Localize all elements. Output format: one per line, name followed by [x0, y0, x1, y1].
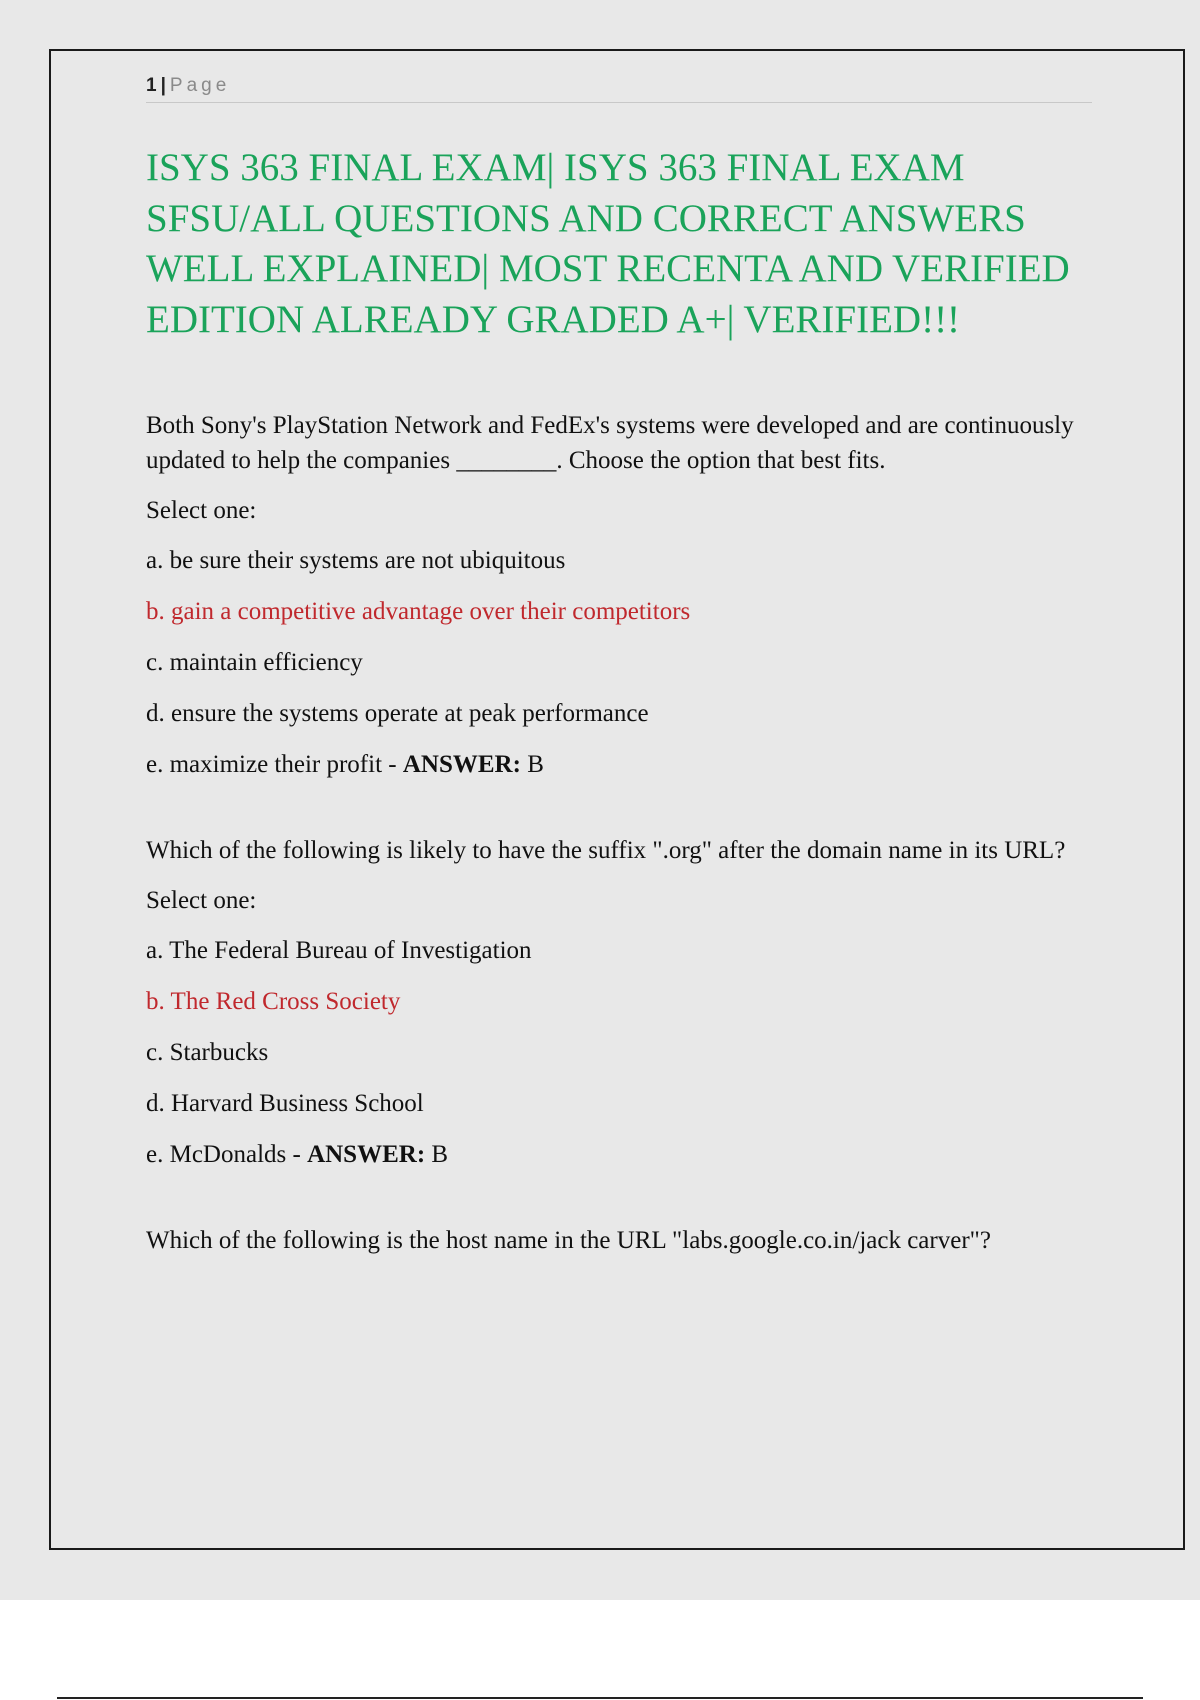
- page-label: Page: [169, 75, 231, 96]
- question-1-option-d: d. ensure the systems operate at peak performance: [146, 700, 649, 727]
- question-1-text: Both Sony's PlayStation Network and FedEx's systems were developed and are continuously updated to help the companies ________. Choose the option that best fits.: [146, 412, 1074, 474]
- question-2-option-b-correct: b. The Red Cross Society: [146, 988, 401, 1015]
- question-2-option-c: c. Starbucks: [146, 1039, 269, 1066]
- page-number: 1: [146, 75, 157, 96]
- question-3-text: Which of the following is the host name in the URL "labs.google.co.in/jack carver"?: [146, 1227, 991, 1254]
- question-1-answer-separator: -: [382, 751, 403, 778]
- question-1-option-e-text: e. maximize their profit: [146, 751, 383, 778]
- question-2-text: Which of the following is likely to have the suffix ".org" after the domain name in its URL?: [146, 837, 1066, 864]
- question-1-select-label: Select one:: [146, 497, 257, 524]
- question-1-option-b-correct: b. gain a competitive advantage over their competitors: [146, 598, 691, 625]
- question-1-option-a: a. be sure their systems are not ubiquitous: [146, 547, 566, 574]
- question-1-option-c: c. maintain efficiency: [146, 649, 363, 676]
- question-2-answer-value: B: [425, 1141, 449, 1168]
- question-2-option-a: a. The Federal Bureau of Investigation: [146, 937, 532, 964]
- question-2-select-label: Select one:: [146, 887, 257, 914]
- question-1-answer-label: ANSWER:: [402, 751, 521, 778]
- question-2-answer-label: ANSWER:: [307, 1141, 426, 1168]
- question-2-option-e: [146, 1137, 1092, 1172]
- page-header: [146, 72, 1092, 103]
- question-1-option-e: [146, 747, 1092, 782]
- document-title: ISYS 363 FINAL EXAM| ISYS 363 FINAL EXAM SFSU/ALL QUESTIONS AND CORRECT ANSWERS WELL EXPLAINED| MOST RECENTA AND VERIFIED EDITION ALREADY GRADED A+| VERIFIED!!!: [146, 146, 1070, 341]
- document-body: [146, 408, 1092, 1258]
- question-1-answer-value: B: [520, 751, 544, 778]
- question-2-option-d: d. Harvard Business School: [146, 1090, 424, 1117]
- question-2-option-e-text: e. McDonalds: [146, 1141, 287, 1168]
- page-separator: |: [160, 75, 166, 96]
- bottom-divider: [57, 1697, 1143, 1699]
- question-2-answer-separator: -: [286, 1141, 308, 1168]
